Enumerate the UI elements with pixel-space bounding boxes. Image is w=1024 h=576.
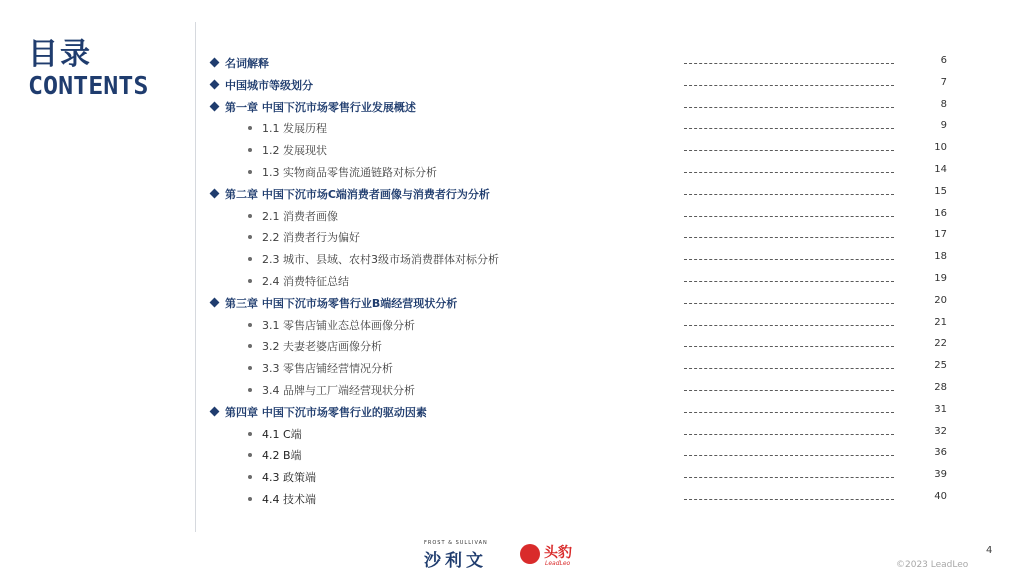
toc-leader-line xyxy=(684,194,894,195)
dot-bullet-icon xyxy=(248,453,252,457)
toc-section-label: 3.1 零售店铺业态总体画像分析 xyxy=(262,318,415,332)
toc-section-label: 4.4 技术端 xyxy=(262,493,316,506)
toc-row[interactable] xyxy=(0,294,1024,314)
toc-section-label: 2.4 消费特征总结 xyxy=(262,275,349,288)
toc-page-number: 32 xyxy=(934,425,947,437)
toc-section-label: 4.3 政策端 xyxy=(262,471,316,485)
toc-row[interactable] xyxy=(0,446,1024,466)
toc-chapter-label: 第四章 中国下沉市场零售行业的驱动因素 xyxy=(225,405,427,419)
toc-row[interactable] xyxy=(0,425,1024,445)
toc-page-number: 22 xyxy=(934,338,947,350)
toc-row[interactable] xyxy=(0,490,1024,510)
diamond-bullet-icon xyxy=(210,297,220,307)
toc-row[interactable] xyxy=(0,119,1024,139)
toc-page-number: 8 xyxy=(940,98,947,110)
toc-page-number: 18 xyxy=(934,251,947,263)
diamond-bullet-icon xyxy=(210,406,220,416)
page-number: 4 xyxy=(986,545,993,556)
toc-row[interactable] xyxy=(0,272,1024,292)
toc-row[interactable] xyxy=(0,228,1024,248)
toc-leader-line xyxy=(684,368,894,369)
diamond-bullet-icon xyxy=(210,79,220,89)
toc-leader-line xyxy=(684,237,894,238)
dot-bullet-icon xyxy=(248,235,252,239)
toc-leader-line xyxy=(684,281,894,282)
leadleo-logo-icon xyxy=(520,544,540,564)
toc-row[interactable] xyxy=(0,163,1024,183)
toc-section-label: 3.3 零售店铺经营情况分析 xyxy=(262,362,393,376)
toc-leader-line xyxy=(684,150,894,151)
toc-leader-line xyxy=(684,259,894,260)
toc-section-label: 4.2 B端 xyxy=(262,449,302,463)
toc-page-number: 31 xyxy=(934,403,947,415)
frost-sullivan-logo: 沙利文 xyxy=(424,551,487,571)
toc-page-number: 7 xyxy=(940,76,947,88)
toc-leader-line xyxy=(684,128,894,129)
toc-row[interactable] xyxy=(0,98,1024,118)
footer-logos xyxy=(418,540,588,572)
toc-chapter-label: 第三章 中国下沉市场零售行业B端经营现状分析 xyxy=(225,296,458,310)
toc-row[interactable] xyxy=(0,468,1024,488)
toc-page-number: 20 xyxy=(934,294,947,306)
toc-page-number: 6 xyxy=(940,55,947,66)
toc-row[interactable] xyxy=(0,403,1024,423)
toc-row[interactable] xyxy=(0,381,1024,401)
toc-page-number: 19 xyxy=(934,273,947,284)
toc-section-label: 1.2 发展现状 xyxy=(262,144,327,158)
toc-section-label: 2.2 消费者行为偏好 xyxy=(262,231,360,245)
toc-leader-line xyxy=(684,455,894,456)
toc-page-number: 39 xyxy=(934,469,947,481)
dot-bullet-icon xyxy=(248,388,252,392)
toc-leader-line xyxy=(684,85,894,86)
toc-leader-line xyxy=(684,303,894,304)
toc-section-label: 1.1 发展历程 xyxy=(262,122,327,136)
toc-row[interactable] xyxy=(0,141,1024,161)
toc-section-label: 4.1 C端 xyxy=(262,427,302,441)
diamond-bullet-icon xyxy=(210,188,220,198)
toc-leader-line xyxy=(684,63,894,64)
toc-leader-line xyxy=(684,412,894,413)
toc-page-number: 21 xyxy=(934,316,947,328)
dot-bullet-icon xyxy=(248,279,252,283)
toc-row[interactable] xyxy=(0,76,1024,96)
toc-chapter-label: 第二章 中国下沉市场C端消费者画像与消费者行为分析 xyxy=(225,187,490,201)
leadleo-logo-text: LeadLeo xyxy=(545,560,571,567)
toc-page-number: 25 xyxy=(934,360,947,372)
diamond-bullet-icon xyxy=(210,101,220,111)
toc-row[interactable] xyxy=(0,250,1024,270)
dot-bullet-icon xyxy=(248,497,252,501)
toc-section-label: 2.3 城市、县域、农村3级市场消费群体对标分析 xyxy=(262,253,499,267)
toc-leader-line xyxy=(684,107,894,108)
toc-row[interactable] xyxy=(0,207,1024,227)
toc-leader-line xyxy=(684,325,894,326)
toc-leader-line xyxy=(684,499,894,500)
dot-bullet-icon xyxy=(248,432,252,436)
leadleo-logo: 头豹 xyxy=(544,545,572,561)
toc-leader-line xyxy=(684,216,894,217)
toc-chapter-label: 名词解释 xyxy=(225,57,269,70)
toc-row[interactable] xyxy=(0,337,1024,357)
toc-leader-line xyxy=(684,172,894,173)
toc-page-number: 10 xyxy=(934,142,947,154)
copyright-notice: ©2023 LeadLeo xyxy=(896,560,969,570)
toc-chapter-label: 第一章 中国下沉市场零售行业发展概述 xyxy=(225,100,416,114)
toc-section-label: 3.2 夫妻老婆店画像分析 xyxy=(262,340,382,354)
toc-row[interactable] xyxy=(0,54,1024,74)
dot-bullet-icon xyxy=(248,344,252,348)
toc-leader-line xyxy=(684,434,894,435)
toc-leader-line xyxy=(684,390,894,391)
toc-page-number: 36 xyxy=(934,447,947,459)
page-title-en: CONTENTS xyxy=(28,71,149,100)
dot-bullet-icon xyxy=(248,366,252,370)
toc-section-label: 2.1 消费者画像 xyxy=(262,209,338,223)
dot-bullet-icon xyxy=(248,257,252,261)
toc-page-number: 40 xyxy=(934,491,947,502)
toc-row[interactable] xyxy=(0,316,1024,336)
toc-row[interactable] xyxy=(0,359,1024,379)
toc-leader-line xyxy=(684,477,894,478)
dot-bullet-icon xyxy=(248,126,252,130)
toc-row[interactable] xyxy=(0,185,1024,205)
toc-page-number: 16 xyxy=(934,207,947,219)
toc-section-label: 3.4 品牌与工厂端经营现状分析 xyxy=(262,384,415,397)
toc-leader-line xyxy=(684,346,894,347)
dot-bullet-icon xyxy=(248,148,252,152)
dot-bullet-icon xyxy=(248,475,252,479)
toc-page-number: 14 xyxy=(934,164,947,175)
toc-page-number: 9 xyxy=(940,120,947,132)
toc-section-label: 1.3 实物商品零售流通链路对标分析 xyxy=(262,166,437,179)
toc-chapter-label: 中国城市等级划分 xyxy=(225,78,313,92)
page-title: 目录 xyxy=(28,37,92,72)
toc-page-number: 28 xyxy=(934,382,947,393)
diamond-bullet-icon xyxy=(210,58,220,68)
dot-bullet-icon xyxy=(248,214,252,218)
dot-bullet-icon xyxy=(248,323,252,327)
toc-page-number: 17 xyxy=(934,229,947,241)
dot-bullet-icon xyxy=(248,170,252,174)
frost-sullivan-logo-text: FROST & SULLIVAN xyxy=(424,540,488,546)
toc-page-number: 15 xyxy=(934,185,947,197)
